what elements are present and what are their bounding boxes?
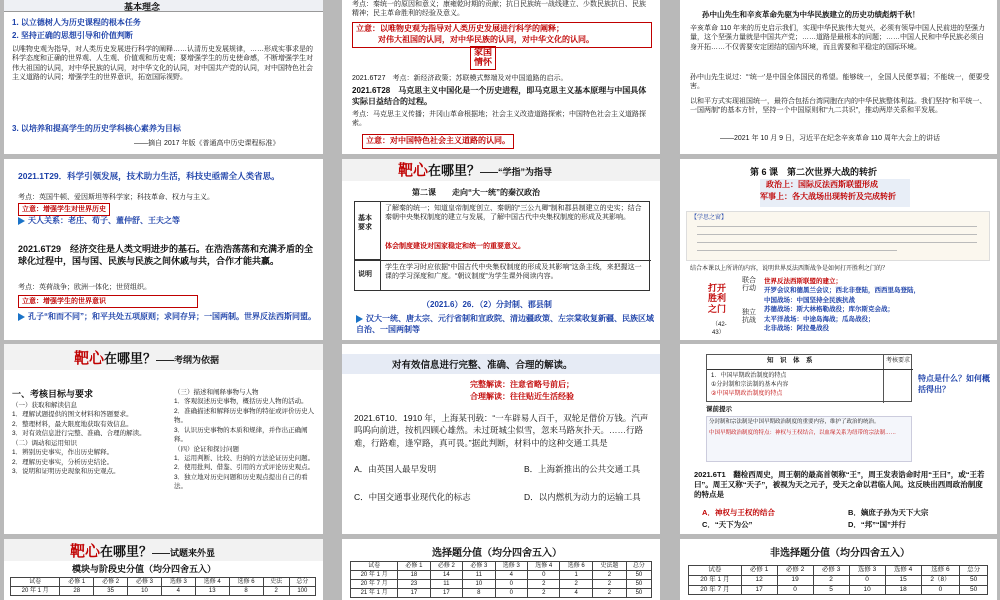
battle-list: 世界反法西斯联盟的建立； 开罗会议和德黑兰会议；西北非登陆，西西里岛登陆， 中国战场：中国坚持全民族抗战 苏德战场：斯大林格勒战役；库尔斯克会战； 太平洋战场：中途岛海战；瓜岛战役； 北非战场：阿拉曼战役 [764,278,920,333]
intent-box-1 [352,22,652,48]
arrow-right-icon [18,313,25,321]
intent-box-b: 立意：增强学生的世界意识 [18,295,198,308]
badge-homeland: 家国 情怀 [470,46,496,70]
option-a[interactable]: A．神权与王权的结合 [702,508,775,517]
option-d[interactable]: D．“邦”“国”并行 [848,520,906,529]
side-question: 特点是什么？如何概括得出？ [918,374,990,394]
para-4: 以和平方式实现祖国统一，最符合包括台湾同胞在内的中华民族整体利益。我们坚持“和平统一、一国两制”的基本方针，坚持一个中国原则和“九二共识”，推动两岸关系和平发展。 [690,98,987,115]
item-3: 3. 以培养和提高学生的历史学科核心素养为目标 [12,124,181,133]
table-row: 20 年 7 月 23 11 10 0 2 2 2 50 [351,580,652,589]
slide-3[interactable] [680,0,997,154]
victory-door-label: 打开 胜利 之门 [708,283,727,314]
arrow-right-icon [18,217,25,225]
q28-points: 考点：马克思主义传播；井冈山革命根据地；社会主义改造道路探索；中国特色社会主义道路探索。 [352,111,646,128]
arrow-right-icon [356,315,363,323]
tip-box: 分封制和宗法制是中国早期政治制度的重要内容，维护了政治的统治。 中国早期政治制度的特点：神权与王权结合，以血缘关系为纽带的宗法制…… [706,416,912,462]
slide-12[interactable] [680,539,997,600]
q28: 2021.6T28 马克思主义中国化是一个历史进程，即马克思主义基本原理与中国具体实际日益结合的过程。 [352,86,647,106]
q27: 2021.6T27 考点：新经济政策；苏联模式弊端及对中国道路的启示。 [352,75,568,82]
heading: 对有效信息进行完整、准确、合理的解读。 [392,360,573,371]
option-d[interactable]: D．以内燃机为动力的运输工具 [524,492,641,502]
intent-line-1: 立意：以唯物史观为指导对人类历史发展进行科学的阐释； [356,24,564,33]
table-header-row: 试卷 必修 1 必修 2 必修 3 选修 3 选修 4 选修 6 总分 [689,566,988,576]
non-choice-score-table [688,565,988,595]
q29-points: 考点：英国牛顿、爱因斯坦等科学家；科技革命、权力与主义。 [18,194,214,201]
independent-war: 独立 抗战 [742,309,756,324]
left-column: （一）获取和解读信息 1．理解试题提供的图文材料和答题要求。 2．整理材料，最大限度地获取有效信息。 3．对有效信息进行完整、准确、合理的解读。 （二）调动和运用知识 1．辨别历史事实，作出历史解释。 2．理解历史事实，分析历史结论。 3．说明和证明历史现象和历史观点。 [12,402,146,475]
lesson-title: 第二课 走向“大一统”的秦汉政治 [412,188,540,197]
sub-1: 完整解读：注意省略号前后； [470,380,574,389]
slide-title: 基本理念 [124,2,161,12]
slide-1[interactable] [4,0,323,154]
t29-points: 考点：英荷战争；欧洲一体化；世贸组织。 [18,284,151,291]
table-row: 20 年 7 月 17 0 5 10 18 0 50 [689,585,988,595]
lesson-title: 第 6 课 第二次世界大战的转折 [750,167,878,177]
right-column: （三）描述和阐释事物与人物 1．客观叙述历史事物，概括历史人物的活动。 2．准确描述和解释历史事物的特征或评价历史人物。 3．认识历史事物的本质和规律，并作出正确阐释。 （四）论证和探讨问题 1．运用判断、比较、归纳的方法论证历史问题。 2．使用批判、借鉴、引用的方式评论历史观点。 3．独立地对历史问题和历史观点提出自己的看法。 [174,389,315,491]
slide-4[interactable] [4,159,323,340]
para-3: 孙中山先生说过：“‘统一’是中国全体国民的希望。能够统一，全国人民便享福；不能统一，便要受害。 [690,74,990,91]
table-header-row: 试卷 必修 1 必修 2 必修 3 选修 3 选修 4 选修 6 史法题 总分 [351,562,652,571]
item-1: 1. 以立德树人为历史课程的根本任务 [12,18,141,27]
red-line-1: 政治上：国际反法西斯联盟形成 [766,180,878,189]
slide-5[interactable] [342,159,660,340]
source-note: ——2021 年 10 月 9 日，习近平在纪念辛亥革命 110 周年大会上的讲话 [720,135,941,142]
table-header-row: 试卷 必修 1 必修 2 必修 3 选修 3 选修 4 选修 6 史法 总分 [11,578,316,587]
page-title: 靶心在哪里？——试题来外显 [70,543,216,560]
page-title: 靶心在哪里？——考纲为依据 [74,350,220,367]
joint-action: 联合 行动 [742,277,756,292]
table-title: 非选择题分值（均分四舍五入） [770,548,910,559]
discussion-question: 结合本课以上所讲的内容，说明世界反法西斯战争是如何打开胜利之门的？ [690,266,889,272]
intent-line-2: 对伟大祖国的认同，对中华民族的认同，对中华文化的认同。 [378,34,594,44]
table-row: 21 年 1 月 17 17 8 0 2 4 2 50 [351,589,652,598]
slide-6[interactable] [680,159,997,340]
option-c[interactable]: C．中国交通事业现代化的标志 [354,492,471,502]
score-table [10,577,316,596]
section-heading: 一、考核目标与要求 [12,389,94,399]
slide-8[interactable] [342,344,660,534]
tip-title: 课前提示 [706,406,732,413]
kongzi-line: 孔子“和而不同”；和平共处五项原则；求同存异；一国两制。世界反法西斯同盟。 [18,312,318,323]
table-title: 模块与阶段史分值（均分四舍五入） [72,564,217,574]
slide-11[interactable] [342,539,660,600]
choice-score-table [350,561,652,598]
option-c[interactable]: C．“天下为公” [702,520,753,529]
table-title: 选择题分值（均分四舍五入） [432,548,562,559]
slide-2[interactable] [342,0,660,154]
slide-10[interactable] [4,539,323,600]
exam-points: 考点：秦统一的原因和意义；康雍乾时期的贡献；抗日民族统一战线建立、少数民族抗日、民族精神；民主革命胜利的经验及意义。 [352,1,646,18]
sub-2: 合理解读：往往贴近生活经验 [470,392,574,401]
option-a[interactable]: A．由英国人最早发明 [354,464,437,474]
extension-line: 汉大一统、唐太宗、元行省制和宣政院、清边疆政策、左宗棠收复新疆、民族区域自治、一国两制等 [356,314,654,334]
intent-box-a: 立意：增强学生对世界历史 [18,203,110,216]
intent-box-2: 立意：对中国特色社会主义道路的认同。 [362,134,514,149]
q29: 2021.1T29．科学引领发展，技术助力生活，科技史亟需全人类省思。 [18,171,280,181]
standard-table: 基本要求 了解秦的统一；知道皇帝制度创立、秦朝的“三公九卿”制和郡县制建立的史实；结合秦朝中央集权制度的建立与发展，了解中国古代中央集权制度的形成及其影响。 体会制度建设对国家稳定和统一的重要意义。 说明 学生在学习时应依据“中国古代中央集权制度的形成及其影响”这条主线，来把握这一课的学习深度和广度。“朝议制度”为学生课外阅读内容。 [354,201,650,291]
t29: 2021.6T29 经济交往是人类文明进步的基石。在浩浩荡荡和充满矛盾的全球化过程中，国与国、民族与民族之间休戚与共，合作才能共赢。 [18,244,314,267]
tian-ren-line: 天人关系：老庄、荀子、董仲舒、王夫之等 [18,216,180,227]
q26: （2021.6）26．（2）分封制、郡县制 [422,300,552,309]
para-2: 辛亥革命 110 年来的历史启示我们，实现中华民族伟大复兴，必须有领导中国人民前进的坚强力量，这个坚强力量就是中国共产党；……道路是最根本的问题；……中国人民和中华民族必须自身开拓……不仅需要安定团结的国内环境，而且需要和平稳定的国际环境。 [690,25,986,51]
option-b[interactable]: B．上海新推出的公共交通工具 [524,464,641,474]
q10: 2021.6T10．1910 年，上海某刊载：“一车辟易人百千，双轮足借价万钱。汽声呜呜向前进，按机四顾心雄然。未过斑城尘似雪，忽来马路灰扑天。……行路难，行路难，逢窄路，真可畏。”据此判断，材料中的这种交通工具是 [354,413,649,448]
q1: 2021.6T1 翻检西周史，周王朝的最高首领称“王”，周王发表诰命时用“王曰”，或“王若曰”。周王又称“天子”，被视为天之元子，受天之命以君临人间。这反映出西周政治制度的特点是 [694,470,985,500]
table-row: 20 年 1 月 28 35 10 4 13 8 2 100 [11,587,316,596]
red-line-2: 军事上：各大战场出现转折及完成转折 [760,192,896,201]
quote-window: 【学思之窗】 [686,211,990,261]
option-b[interactable]: B．嫡庶子孙为天下大宗 [848,508,929,517]
slide-7[interactable] [4,344,323,534]
table-row: 20 年 1 月 12 19 2 0 15 2（8） 50 [689,575,988,585]
paragraph: 以唯物史观为指导，对人类历史发展进行科学的阐释……认清历史发展规律，……形成实事求是的科学态度和正确的世界观、人生观、价值观和历史观；要增强学生的历史使命感，不断增强学生对伟大祖国的认同，对中华民族的认同，对中华文化的认同，对中国共产党的认同，对中国特色社会主义道路的认同；增强学生的世界意识，拓宽国际视野。 [12,46,313,82]
table-row: 20 年 1 月 18 14 11 4 0 1 2 50 [351,571,652,580]
para-1: 孙中山先生和辛亥革命先驱为中华民族建立的历史功绩彪炳千秋！ [702,10,920,19]
source-note: ——摘自 2017 年版《普通高中历史课程标准》 [134,140,280,147]
page-ref: （42-43） [712,322,727,337]
knowledge-table: 知 识 体 系 考核要求 1．中国早期政治制度的特点 ①分封制和宗法制的基本内容 ②中国早期政治制度的特点 [706,354,912,402]
item-2: 2. 坚持正确的思想引导和价值判断 [12,31,133,40]
page-title: 靶心在哪里？——“学指”为指导 [398,162,553,179]
slide-9[interactable] [680,344,997,534]
